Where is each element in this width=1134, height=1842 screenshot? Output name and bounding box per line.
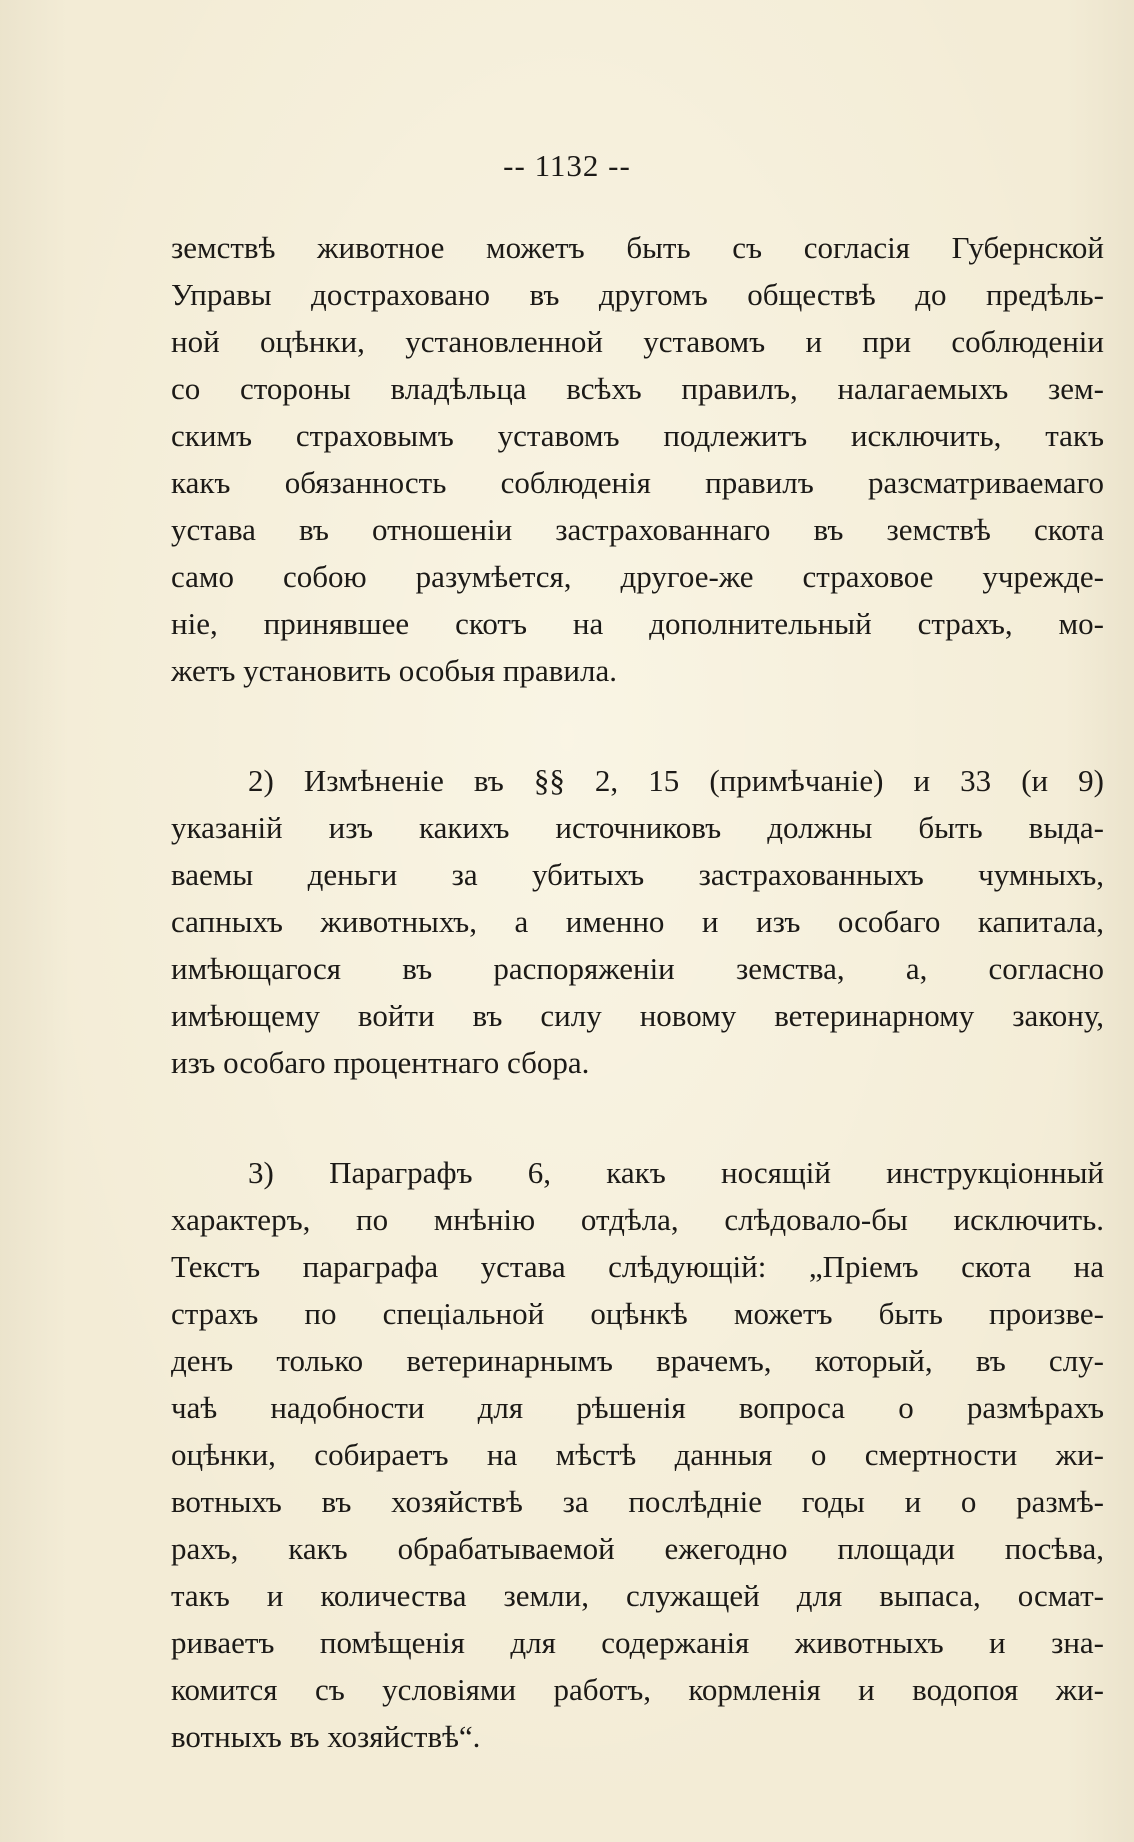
text-line: вотныхъ въ хозяйствѣ“. bbox=[171, 1719, 481, 1754]
text-line: ніе, принявшее скотъ на дополнительный страхъ, мо- bbox=[171, 606, 1104, 641]
text-line: само собою разумѣется, другое-же страховое учрежде- bbox=[171, 559, 1104, 594]
paragraph-2 bbox=[171, 757, 1104, 1086]
text-line: ваемы деньги за убитыхъ застрахованныхъ чумныхъ, bbox=[171, 857, 1104, 892]
text-line: указаній изъ какихъ источниковъ должны быть выда- bbox=[171, 810, 1104, 845]
text-line: 3) Параграфъ 6, какъ носящій инструкціонный bbox=[248, 1155, 1104, 1190]
text-line: изъ особаго процентнаго сбора. bbox=[171, 1045, 590, 1080]
text-line: какъ обязанность соблюденія правилъ разсматриваемаго bbox=[171, 465, 1104, 500]
text-line: риваетъ помѣщенія для содержанія животныхъ и зна- bbox=[171, 1625, 1104, 1660]
text-line: характеръ, по мнѣнію отдѣла, слѣдовало-бы исключить. bbox=[171, 1202, 1104, 1237]
text-line: комится съ условіями работъ, кормленія и водопоя жи- bbox=[171, 1672, 1104, 1707]
text-line: имѣющагося въ распоряженіи земства, а, согласно bbox=[171, 951, 1104, 986]
text-line: земствѣ животное можетъ быть съ согласія Губернской bbox=[171, 230, 1104, 265]
text-line: сапныхъ животныхъ, а именно и изъ особаго капитала, bbox=[171, 904, 1104, 939]
text-line: имѣющему войти въ силу новому ветеринарному закону, bbox=[171, 998, 1104, 1033]
paragraph-gap bbox=[171, 694, 1104, 757]
text-line: вотныхъ въ хозяйствѣ за послѣдніе годы и о размѣ- bbox=[171, 1484, 1104, 1519]
page-number: -- 1132 -- bbox=[503, 148, 631, 183]
text-line: оцѣнки, собираетъ на мѣстѣ данныя о смертности жи- bbox=[171, 1437, 1104, 1472]
paragraph-gap bbox=[171, 1086, 1104, 1149]
text-line: денъ только ветеринарнымъ врачемъ, который, въ слу- bbox=[171, 1343, 1104, 1378]
paragraph-1 bbox=[171, 224, 1104, 694]
text-line: ной оцѣнки, установленной уставомъ и при соблюденіи bbox=[171, 324, 1104, 359]
text-line: жетъ установить особыя правила. bbox=[171, 653, 617, 688]
text-line: скимъ страховымъ уставомъ подлежитъ исключить, такъ bbox=[171, 418, 1104, 453]
text-line: страхъ по спеціальной оцѣнкѣ можетъ быть произве- bbox=[171, 1296, 1104, 1331]
text-line: Управы достраховано въ другомъ обществѣ до предѣль- bbox=[171, 277, 1104, 312]
paragraph-3 bbox=[171, 1149, 1104, 1760]
text-line: Текстъ параграфа устава слѣдующій: „Пріемъ скота на bbox=[171, 1249, 1104, 1284]
text-line: со стороны владѣльца всѣхъ правилъ, налагаемыхъ зем- bbox=[171, 371, 1104, 406]
text-line: чаѣ надобности для рѣшенія вопроса о размѣрахъ bbox=[171, 1390, 1104, 1425]
text-line: такъ и количества земли, служащей для выпаса, осмат- bbox=[171, 1578, 1104, 1613]
text-line: устава въ отношеніи застрахованнаго въ земствѣ скота bbox=[171, 512, 1104, 547]
text-body bbox=[171, 224, 1104, 1760]
text-line: рахъ, какъ обрабатываемой ежегодно площади посѣва, bbox=[171, 1531, 1104, 1566]
text-line: 2) Измѣненіе въ §§ 2, 15 (примѣчаніе) и 33 (и 9) bbox=[248, 763, 1104, 798]
